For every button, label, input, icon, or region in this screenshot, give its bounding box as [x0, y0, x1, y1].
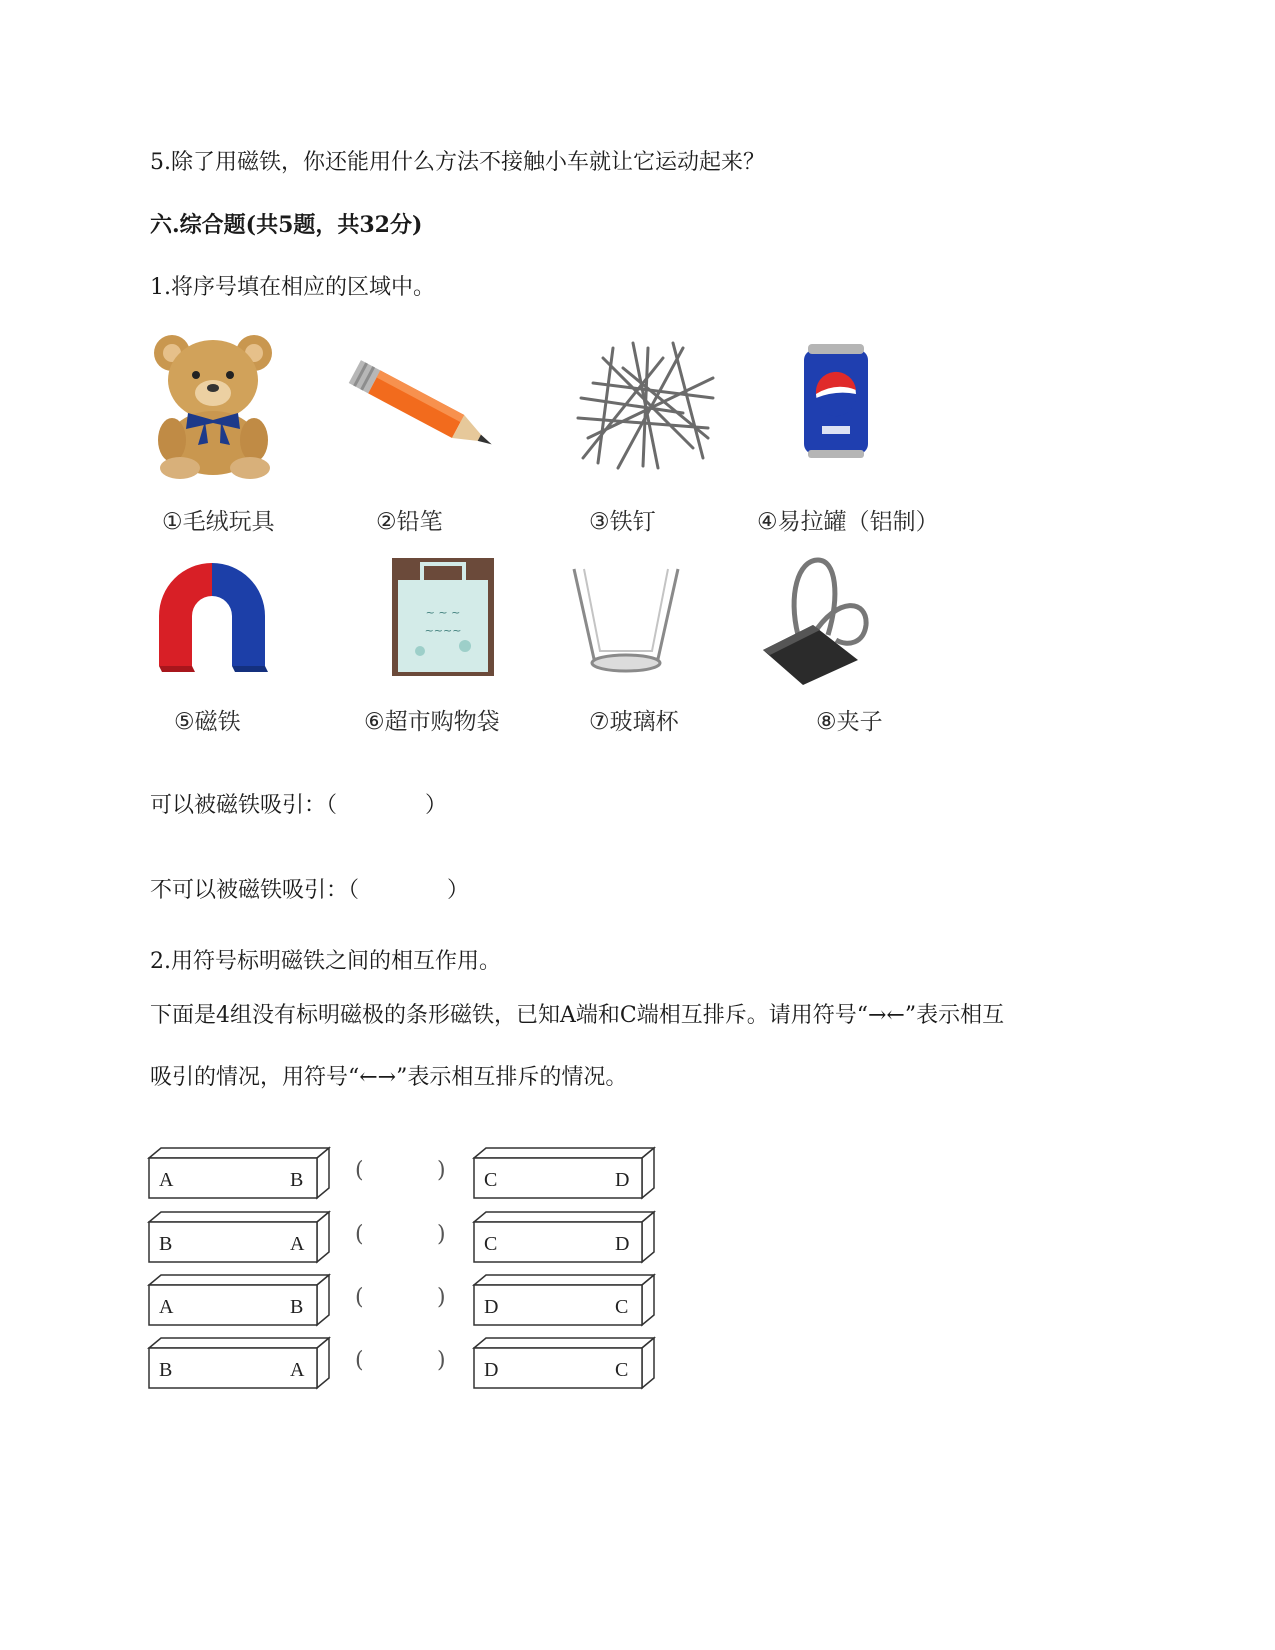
bar-magnet-left: [147, 1210, 331, 1264]
question-2: 2.用符号标明磁铁之间的相互作用。: [150, 949, 501, 974]
bar-magnet-right: [472, 1210, 656, 1264]
item-label-can: ④易拉罐（铝制）: [757, 509, 939, 535]
pole-label: B: [290, 1169, 304, 1191]
iron-nails-icon: [573, 338, 718, 477]
not-attracted-answer: 不可以被磁铁吸引：（ ）: [150, 878, 470, 903]
shopping-bag-icon: [390, 556, 496, 682]
pole-label: D: [615, 1169, 630, 1191]
item-label-pencil: ②铅笔: [376, 509, 443, 535]
aluminum-can-icon: [800, 342, 872, 464]
question-2-desc-2: 吸引的情况，用符号“←→”表示相互排斥的情况。: [150, 1065, 628, 1090]
item-label-bag: ⑥超市购物袋: [364, 709, 500, 735]
pole-label: A: [159, 1296, 174, 1318]
svg-text:~ ~ ~: ~ ~ ~: [425, 606, 461, 619]
pole-label: A: [290, 1233, 305, 1255]
pole-label: D: [615, 1233, 630, 1255]
item-label-nails: ③铁钉: [589, 509, 656, 535]
question-1: 1.将序号填在相应的区域中。: [150, 275, 435, 300]
answer-paren-open[interactable]: (: [355, 1158, 364, 1183]
item-label-magnet: ⑤磁铁: [174, 709, 241, 735]
item-label-teddy: ①毛绒玩具: [162, 509, 275, 535]
answer-paren-open[interactable]: (: [355, 1285, 364, 1310]
pole-label: D: [484, 1359, 499, 1381]
pole-label: C: [615, 1359, 629, 1381]
pole-label: B: [159, 1233, 173, 1255]
horseshoe-magnet-icon: [147, 556, 277, 680]
answer-paren-open[interactable]: (: [355, 1348, 364, 1373]
bar-magnet-right: [472, 1273, 656, 1327]
section-title: 六.综合题(共5题，共32分): [150, 212, 423, 238]
item-label-clip: ⑧夹子: [816, 709, 883, 735]
question-5: 5.除了用磁铁，你还能用什么方法不接触小车就让它运动起来？: [150, 150, 765, 175]
answer-paren-close[interactable]: ): [437, 1158, 446, 1183]
answer-paren-close[interactable]: ): [437, 1222, 446, 1247]
attracted-answer: 可以被磁铁吸引：（ ）: [150, 793, 448, 818]
svg-text:~~~~: ~~~~: [424, 624, 462, 637]
teddy-bear-icon: [150, 325, 280, 484]
pole-label: B: [290, 1296, 304, 1318]
answer-paren-close[interactable]: ): [437, 1348, 446, 1373]
pole-label: C: [484, 1233, 498, 1255]
glass-cup-icon: [570, 565, 682, 679]
bar-magnet-left: [147, 1146, 331, 1200]
pencil-icon: [340, 360, 510, 464]
bar-magnet-right: [472, 1336, 656, 1390]
pole-label: C: [615, 1296, 629, 1318]
bar-magnet-left: [147, 1336, 331, 1390]
binder-clip-icon: [758, 555, 878, 694]
pole-label: D: [484, 1296, 499, 1318]
pole-label: A: [290, 1359, 305, 1381]
answer-paren-open[interactable]: (: [355, 1222, 364, 1247]
pole-label: B: [159, 1359, 173, 1381]
answer-paren-close[interactable]: ): [437, 1285, 446, 1310]
pole-label: A: [159, 1169, 174, 1191]
bar-magnet-right: [472, 1146, 656, 1200]
pole-label: C: [484, 1169, 498, 1191]
question-2-desc-1: 下面是4组没有标明磁极的条形磁铁，已知A端和C端相互排斥。请用符号“→←”表示相互: [150, 1003, 1005, 1028]
bar-magnet-left: [147, 1273, 331, 1327]
item-label-glass: ⑦玻璃杯: [589, 709, 679, 735]
